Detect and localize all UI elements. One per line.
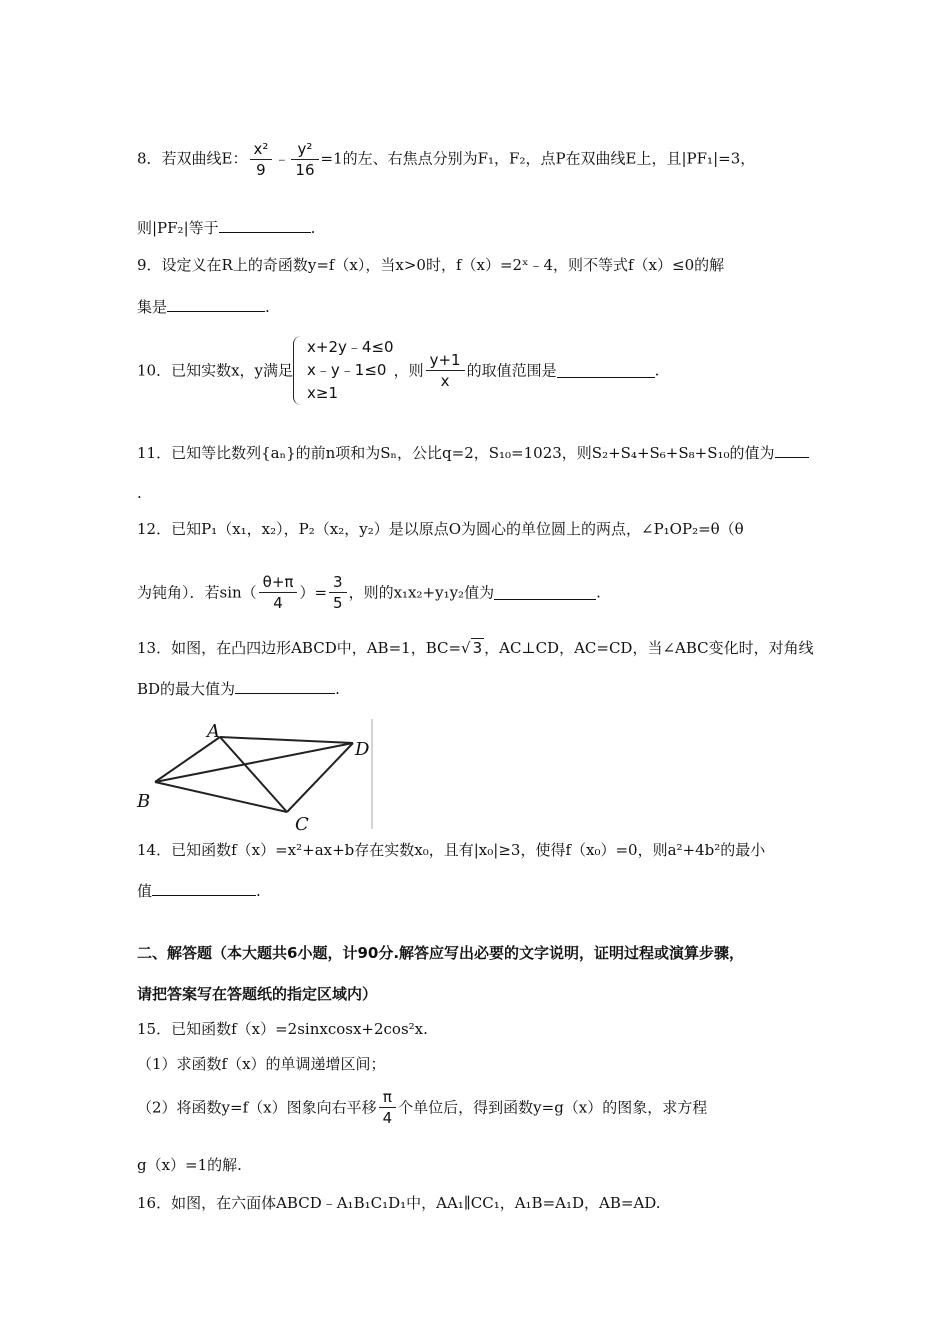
q9-line2: 集是 . (137, 298, 270, 316)
vertex-label-c: C (295, 814, 309, 835)
answer-blank[interactable] (219, 218, 311, 233)
q13-line2: BD的最大值为 . (137, 680, 340, 698)
edge-bc (155, 782, 287, 812)
q10-line: 10．已知实数x，y满足 x+2y﹣4≤0 x﹣y﹣1≤0 x≥1 ，则 $\frac{y+1}{x}$ 的取值范围是 . (137, 336, 659, 405)
q12-line1: 12．已知P₁（x₁，x₂），P₂（x₂，y₂）是以原点O为圆心的单位圆上的两点，∠P₁OP₂=θ（θ (137, 520, 744, 538)
q9-line1: 9．设定义在R上的奇函数y=f（x），当x>0时，f（x）=2ˣ﹣4，则不等式f（x）≤0的解 (137, 256, 725, 274)
brace-icon (293, 336, 304, 405)
answer-blank[interactable] (152, 881, 256, 896)
q8-line1: 8．若双曲线E： $\frac{\text{x²}}{9}$ ﹣ $\frac{\text{y²}}{16}$ =1的左、右焦点分别为F₁，F₂，点P在双曲线E上，且|PF₁|=3， (137, 140, 756, 179)
q15-line-last: g（x）=1的解. (137, 1156, 242, 1174)
q13-line1: 13．如图，在凸四边形ABCD中，AB=1，BC=√ 3 ，AC⊥CD，AC=CD，当∠ABC变化时，对角线 (137, 639, 814, 657)
q14-line1: 14．已知函数f（x）=x²+ax+b存在实数x₀，且有|x₀|≥3，使得f（x₀）=0，则a²+4b²的最小 (137, 841, 766, 859)
edge-ac (220, 737, 287, 812)
q15-fraction: $\frac{\pi}{4}$ (379, 1087, 397, 1128)
q8-suffix: =1的左、右焦点分别为F₁，F₂，点P在双曲线E上，且|PF₁|=3， (320, 149, 756, 168)
q14-line2: 值 . (137, 882, 261, 900)
q10-fraction: $\frac{y+1}{x}$ (426, 350, 465, 391)
answer-blank[interactable] (235, 679, 335, 694)
answer-blank[interactable] (557, 363, 655, 378)
q11-line2: . (137, 484, 142, 502)
inequality-system: x+2y﹣4≤0 x﹣y﹣1≤0 x≥1 (293, 336, 394, 405)
q15-line1: 15．已知函数f（x）=2sinxcosx+2cos²x. (137, 1020, 428, 1038)
q15-part1: （1）求函数f（x）的单调递增区间； (137, 1055, 386, 1073)
quadrilateral-figure (135, 717, 375, 837)
q12-line2: 为钝角）．若sin（ $\frac{\theta+\pi}{4}$ ）= $\frac{3}{5}$ ，则的x₁x₂+y₁y₂值为 . (137, 573, 601, 612)
q11-line1: 11．已知等比数列{aₙ}的前n项和为Sₙ，公比q=2，S₁₀=1023，则S₂+S₄+S₆+S₈+S₁₀的值为 (137, 443, 809, 463)
q8-fraction-x: $\frac{\text{x²}}{9}$ (250, 139, 273, 180)
answer-blank[interactable] (167, 297, 265, 312)
section-heading-line2: 请把答案写在答题纸的指定区域内） (137, 985, 378, 1003)
q8-fraction-y: $\frac{\text{y²}}{16}$ (291, 139, 318, 180)
vertex-label-d: D (355, 739, 370, 760)
section-heading: 二、解答题（本大题共6小题，计90分.解答应写出必要的文字说明，证明过程或演算步骤， (137, 944, 745, 962)
q12-fraction-value: $\frac{3}{5}$ (329, 572, 347, 613)
answer-blank[interactable] (775, 443, 809, 458)
vertex-label-b: B (137, 791, 151, 812)
vertex-label-a: A (207, 721, 220, 742)
sqrt-expression: √ 3 (461, 639, 483, 657)
q15-part2: （2）将函数y=f（x）图象向右平移 $\frac{\pi}{4}$ 个单位后，得到函数y=g（x）的图象，求方程 (137, 1088, 708, 1127)
answer-blank[interactable] (494, 585, 596, 600)
edge-ad (220, 737, 353, 743)
q12-fraction-angle: $\frac{\theta+\pi}{4}$ (259, 572, 298, 613)
q8-line2: 则|PF₂|等于 . (137, 219, 316, 237)
q16-line1: 16．如图，在六面体ABCD﹣A₁B₁C₁D₁中，AA₁∥CC₁，A₁B=A₁D，AB=AD. (137, 1194, 661, 1212)
q8-prefix: 8．若双曲线E： (137, 149, 248, 168)
